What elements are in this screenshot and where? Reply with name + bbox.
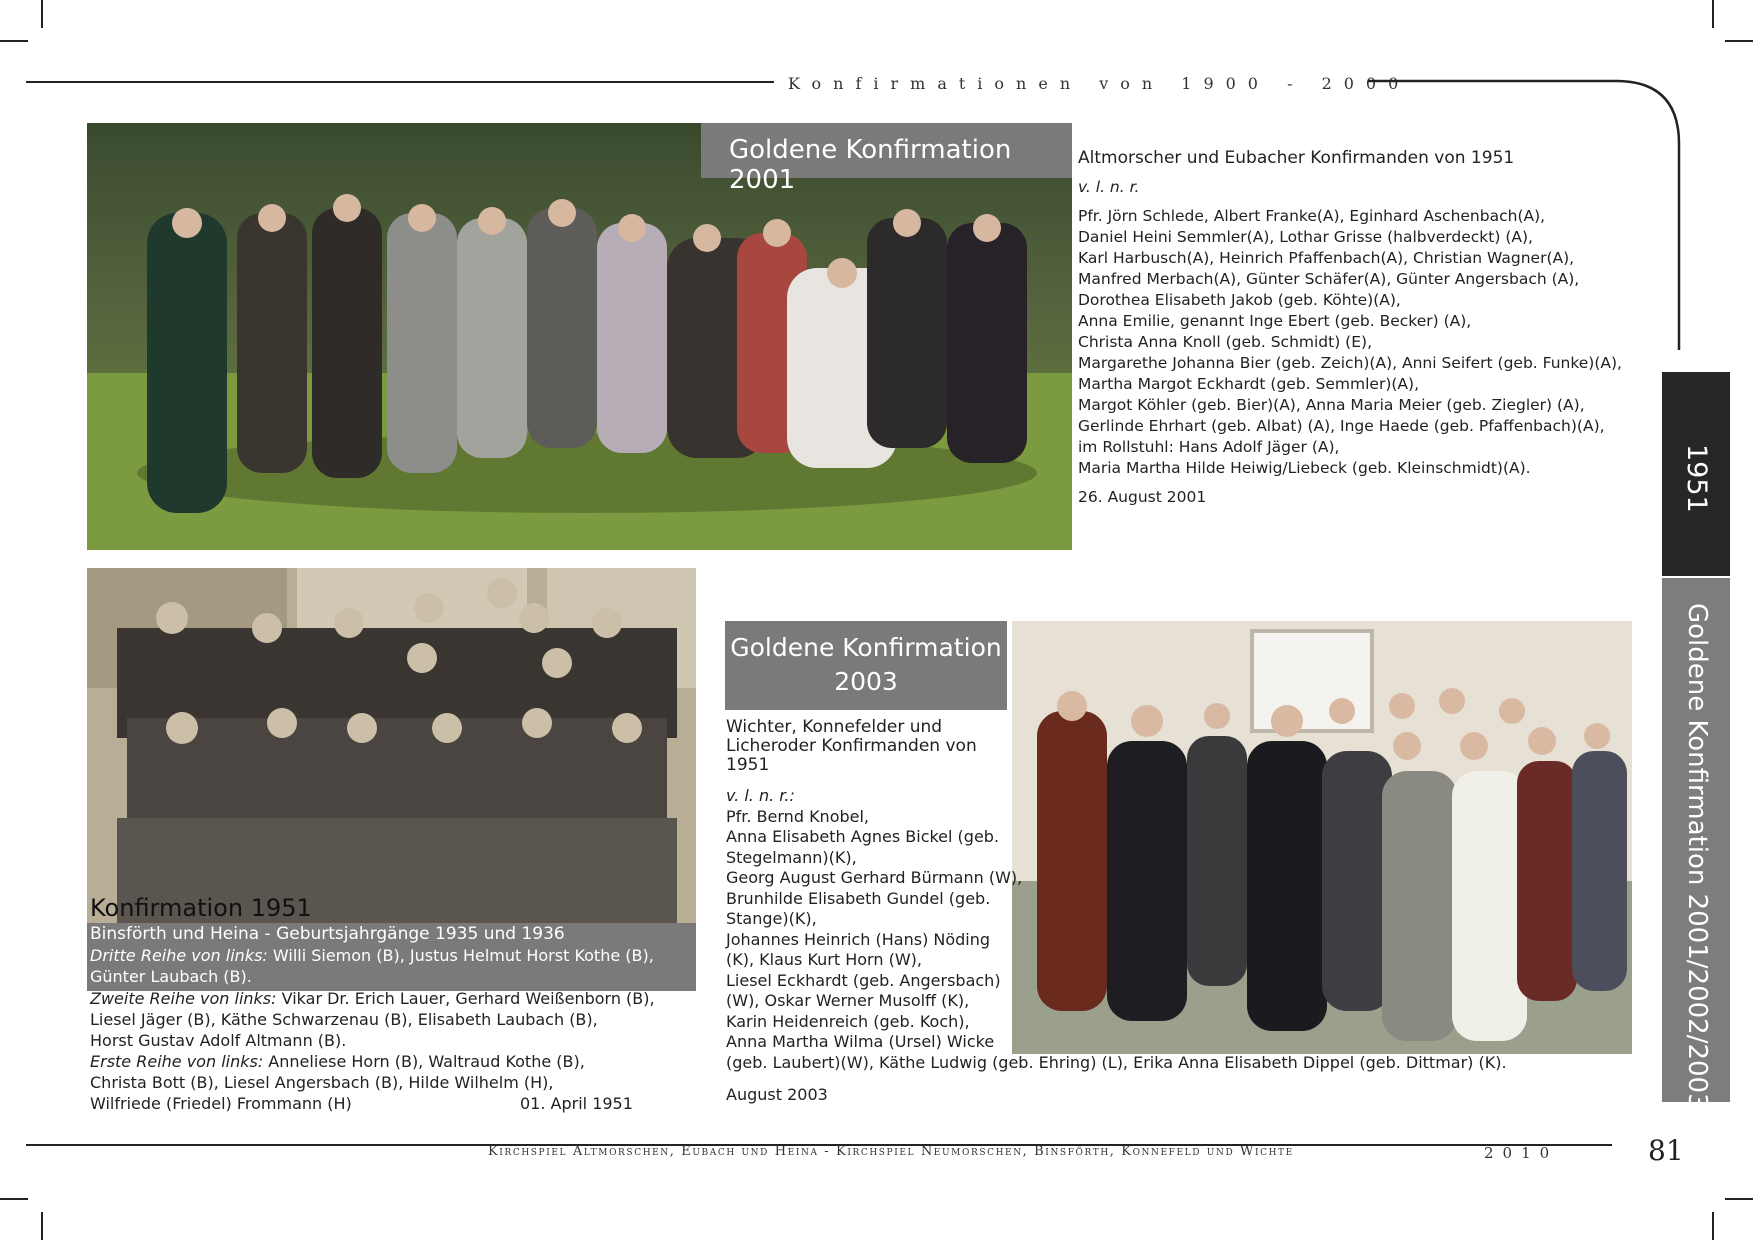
crop-mark [1725,40,1753,42]
row1-label: Erste Reihe von links: [90,1052,264,1071]
photo-label-text: Goldene Konfirmation 2001 [729,135,1012,195]
right-heading-line: Licheroder Konfirmanden von [726,736,977,756]
name-line: Brunhilde Elisabeth Gundel (geb. [726,888,991,908]
left-subtitle: Binsförth und Heina - Geburtsjahrgänge 1935 und 1936 [90,924,565,944]
name-line: Manfred Merbach(A), Günter Schäfer(A), Günter Angersbach (A), [1078,270,1580,288]
name-line: Karl Harbusch(A), Heinrich Pfaffenbach(A), Christian Wagner(A), [1078,249,1575,267]
right-caption [726,718,1507,1106]
top-vlnr: v. l. n. r. [1078,178,1140,196]
name-line: Anna Emilie, genannt Inge Ebert (geb. Becker) (A), [1078,312,1472,330]
name-line: (W), Oskar Werner Musolff (K), [726,991,970,1010]
left-caption [90,924,654,987]
crop-mark [0,40,28,42]
name-line: (geb. Laubert)(W), Käthe Ludwig (geb. Ehring) (L), Erika Anna Elisabeth Dippel (geb. Dittmar) (K). [726,1052,1507,1072]
row2-line-3: Horst Gustav Adolf Altmann (B). [90,1031,347,1050]
photo-label-2003 [725,621,1007,710]
crop-mark [41,1212,43,1240]
photo-label-2001 [701,123,1072,195]
name-line: Stegelmann)(K), [726,847,857,867]
name-line: Liesel Eckhardt (geb. Angersbach) [726,970,1001,990]
name-line: Maria Martha Hilde Heiwig/Liebeck (geb. Kleinschmidt)(A). [1078,459,1531,477]
name-line: (K), Klaus Kurt Horn (W), [726,950,922,969]
left-date: 01. April 1951 [520,1094,633,1113]
crop-mark [1712,1212,1714,1240]
row2-names: Vikar Dr. Erich Lauer, Gerhard Weißenborn (B), [276,989,655,1008]
row1-line-3 [90,1093,655,1114]
name-line: Daniel Heini Semmler(A), Lothar Grisse (halbverdeckt) (A), [1078,228,1533,246]
name-line: Georg August Gerhard Bürmann (W), [726,868,1023,887]
page-number: 81 [1648,1134,1684,1167]
row1-line-2: Christa Bott (B), Liesel Angersbach (B), Hilde Wilhelm (H), [90,1073,554,1092]
left-caption-below [90,988,655,1114]
row1-line [90,1051,655,1072]
row2-label: Zweite Reihe von links: [90,989,277,1008]
top-names-list [1078,206,1622,479]
crop-mark [0,1198,28,1200]
label-2003-line2: 2003 [834,667,898,696]
name-line: im Rollstuhl: Hans Adolf Jäger (A), [1078,438,1340,456]
crop-mark [41,0,43,28]
sidebar-year: 1951 [1681,444,1712,513]
footer-parishes: Kirchspiel Altmorschen, Eubach und Heina - Kirchspiel Neumorschen, Binsförth, Konnefeld und Wichte [488,1144,1294,1159]
running-header: Konfirmationen von 1900 - 2000 [788,74,1411,93]
left-title: Konfirmation 1951 [90,894,312,922]
row3-line-2: Günter Laubach (B). [90,967,252,986]
crop-mark [1712,0,1714,28]
name-line: Pfr. Bernd Knobel, [726,806,870,826]
sidebar-title: Goldene Konfirmation 2001/2002/2003 [1682,603,1712,1110]
name-line: Stange)(K), [726,909,817,928]
row1-names: Anneliese Horn (B), Waltraud Kothe (B), [263,1052,585,1071]
name-line: Johannes Heinrich (Hans) Nöding [726,929,991,949]
name-line: Pfr. Jörn Schlede, Albert Franke(A), Eginhard Aschenbach(A), [1078,207,1546,225]
name-line: Dorothea Elisabeth Jakob (geb. Köhte)(A), [1078,291,1401,309]
row2-line [90,988,655,1009]
footer-year: 2010 [1484,1144,1559,1162]
right-date: August 2003 [726,1085,828,1104]
label-2003-line1: Goldene Konfirmation [730,633,1002,662]
top-date: 26. August 2001 [1078,488,1207,506]
name-line: Karin Heidenreich (geb. Koch), [726,1011,970,1031]
right-heading-line: 1951 [726,755,770,775]
name-line: Anna Martha Wilma (Ursel) Wicke [726,1032,995,1051]
name-line: Martha Margot Eckhardt (geb. Semmler)(A), [1078,375,1419,393]
sidebar-year-tab [1662,372,1730,576]
top-caption [1078,148,1622,508]
row2-line-2: Liesel Jäger (B), Käthe Schwarzenau (B), Elisabeth Laubach (B), [90,1010,598,1029]
top-heading: Altmorscher und Eubacher Konfirmanden von 1951 [1078,148,1515,168]
row3-label: Dritte Reihe von links: [90,946,268,965]
name-line: Gerlinde Ehrhart (geb. Albat) (A), Inge Haede (geb. Pfaffenbach)(A), [1078,417,1605,435]
right-vlnr: v. l. n. r.: [726,786,795,805]
name-line: Margot Köhler (geb. Bier)(A), Anna Maria Meier (geb. Ziegler) (A), [1078,396,1585,414]
row3-names: Willi Siemon (B), Justus Helmut Horst Kothe (B), [267,946,654,965]
name-line: Christa Anna Knoll (geb. Schmidt) (E), [1078,333,1373,351]
header-rule-left [26,81,774,83]
name-line: Anna Elisabeth Agnes Bickel (geb. [726,827,1000,846]
sidebar-title-tab [1662,578,1730,1110]
name-line: Margarethe Johanna Bier (geb. Zeich)(A), Anni Seifert (geb. Funke)(A), [1078,354,1622,372]
right-heading-line: Wichter, Konnefelder und [726,717,943,737]
row1-names-3: Wilfriede (Friedel) Frommann (H) [90,1094,352,1113]
row3-line [90,945,654,966]
crop-mark [1725,1198,1753,1200]
